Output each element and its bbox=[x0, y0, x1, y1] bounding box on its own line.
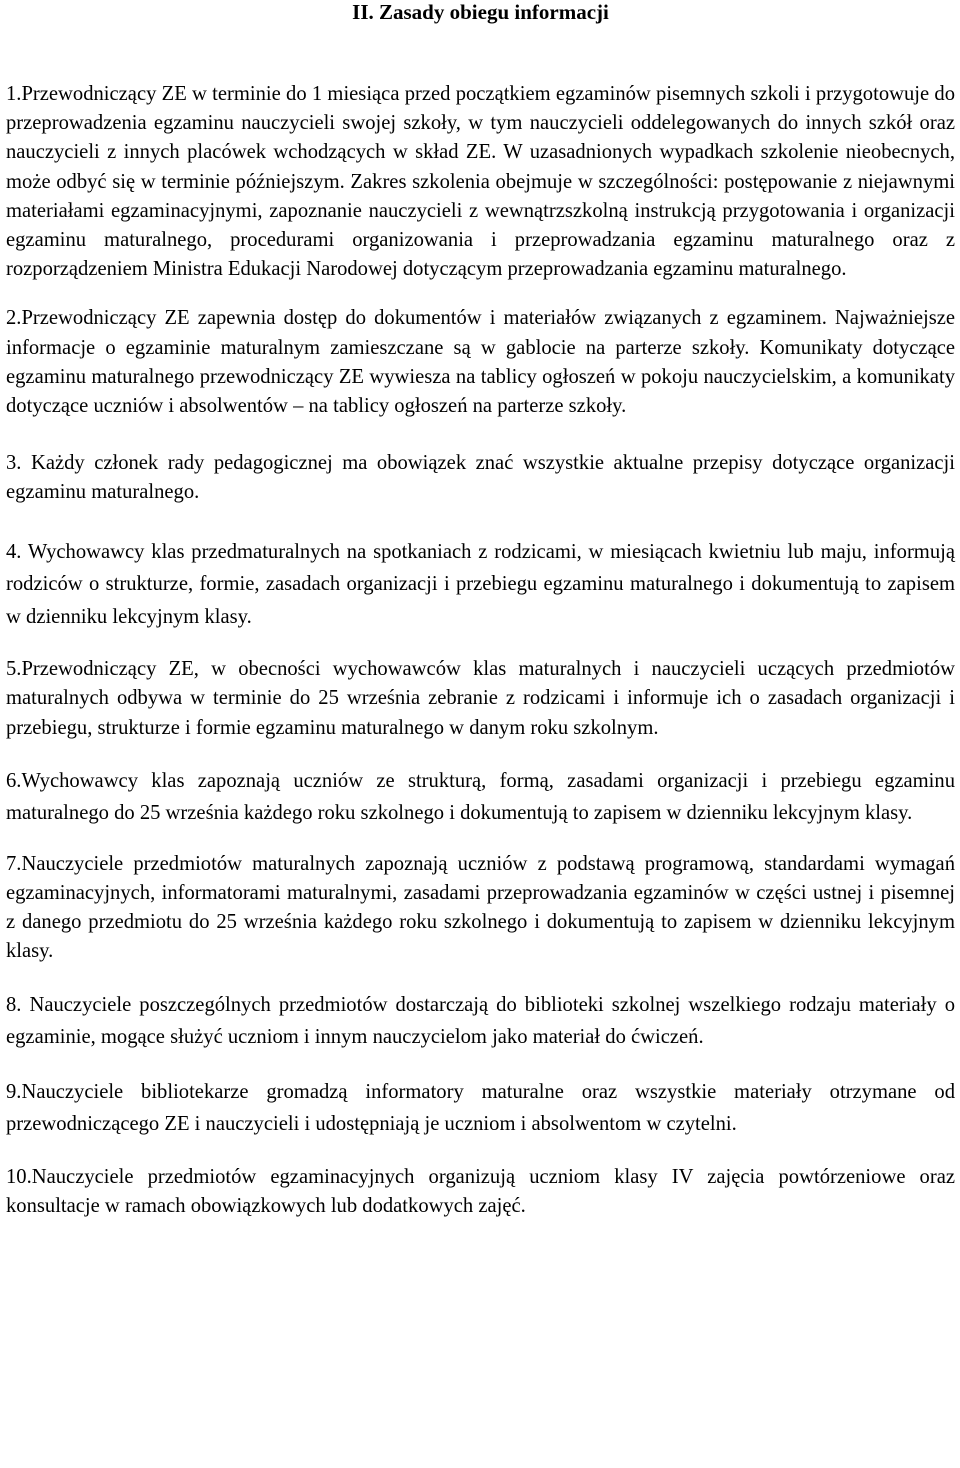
paragraph-8: 8. Nauczyciele poszczególnych przedmiotów dostarczają do biblioteki szkolnej wszelkiego rodzaju materiały o egzaminie, mogące służyć uczniom i innym nauczycielom jako materiał do ćwiczeń. bbox=[6, 993, 955, 1049]
paragraph-9: 9.Nauczyciele bibliotekarze gromadzą informatory maturalne oraz wszystkie materiały otrzymane od przewodniczącego ZE i nauczycieli i udostępniają je uczniom i absolwentom w czytelni. bbox=[6, 1080, 955, 1136]
paragraph-6: 6.Wychowawcy klas zapoznają uczniów ze strukturą, formą, zasadami organizacji i przebiegu egzaminu maturalnego do 25 września każdego roku szkolnego i dokumentują to zapisem w dzienniku lekcyjnym klasy. bbox=[6, 769, 955, 825]
document-page bbox=[6, 0, 955, 1221]
paragraph-4: 4. Wychowawcy klas przedmaturalnych na spotkaniach z rodzicami, w miesiącach kwietniu lub maju, informują rodziców o strukturze, formie, zasadach organizacji i przebiegu egzaminu maturalnego i dokumentują to zapisem w dzienniku lekcyjnym klasy. bbox=[6, 540, 955, 628]
paragraph-1: 1.Przewodniczący ZE w terminie do 1 miesiąca przed początkiem egzaminów pisemnych szkoli i przygotowuje do przeprowadzenia egzaminu nauczycieli swojej szkoły, w tym nauczycieli oddelegowanych do innych szkół oraz nauczycieli z innych placówek wchodzących w skład ZE. W uzasadnionych wypadkach szkolenie nieobecnych, może odbyć się w terminie późniejszym. Zakres szkolenia obejmuje w szczególności: postępowanie z niejawnymi materiałami egzaminacyjnymi, zapoznanie nauczycieli z wewnątrzszkolną instrukcją przygotowania i organizacji egzaminu maturalnego, procedurami organizowania i przeprowadzania egzaminu maturalnego oraz z rozporządzeniem Ministra Edukacji Narodowej dotyczącym przeprowadzania egzaminu maturalnego. bbox=[6, 83, 955, 281]
section-title: II. Zasady obiegu informacji bbox=[352, 0, 609, 24]
paragraph-2: 2.Przewodniczący ZE zapewnia dostęp do dokumentów i materiałów związanych z egzaminem. Najważniejsze informacje o egzaminie maturalnym zamieszczane są w gablocie na parterze szkoły. Komunikaty dotyczące egzaminu maturalnego przewodniczący ZE wywiesza na tablicy ogłoszeń w pokoju nauczycielskim, a komunikaty dotyczące uczniów i absolwentów – na tablicy ogłoszeń na parterze szkoły. bbox=[6, 307, 955, 418]
paragraph-5: 5.Przewodniczący ZE, w obecności wychowawców klas maturalnych i nauczycieli uczących przedmiotów maturalnych odbywa w terminie do 25 września zebranie z rodzicami i informuje ich o zasadach organizacji i przebiegu, strukturze i formie egzaminu maturalnego w danym roku szkolnym. bbox=[6, 658, 955, 739]
paragraph-3: 3. Każdy członek rady pedagogicznej ma obowiązek znać wszystkie aktualne przepisy dotyczące organizacji egzaminu maturalnego. bbox=[6, 452, 955, 504]
paragraph-10: 10.Nauczyciele przedmiotów egzaminacyjnych organizują uczniom klasy IV zajęcia powtórzeniowe oraz konsultacje w ramach obowiązkowych lub dodatkowych zajęć. bbox=[6, 1165, 955, 1217]
paragraph-7: 7.Nauczyciele przedmiotów maturalnych zapoznają uczniów z podstawą programową, standardami wymagań egzaminacyjnych, informatorami maturalnymi, zasadami przeprowadzania egzaminów w części ustnej i pisemnej z danego przedmiotu do 25 września każdego roku szkolnego i dokumentują to zapisem w dzienniku lekcyjnym klasy. bbox=[6, 852, 955, 963]
